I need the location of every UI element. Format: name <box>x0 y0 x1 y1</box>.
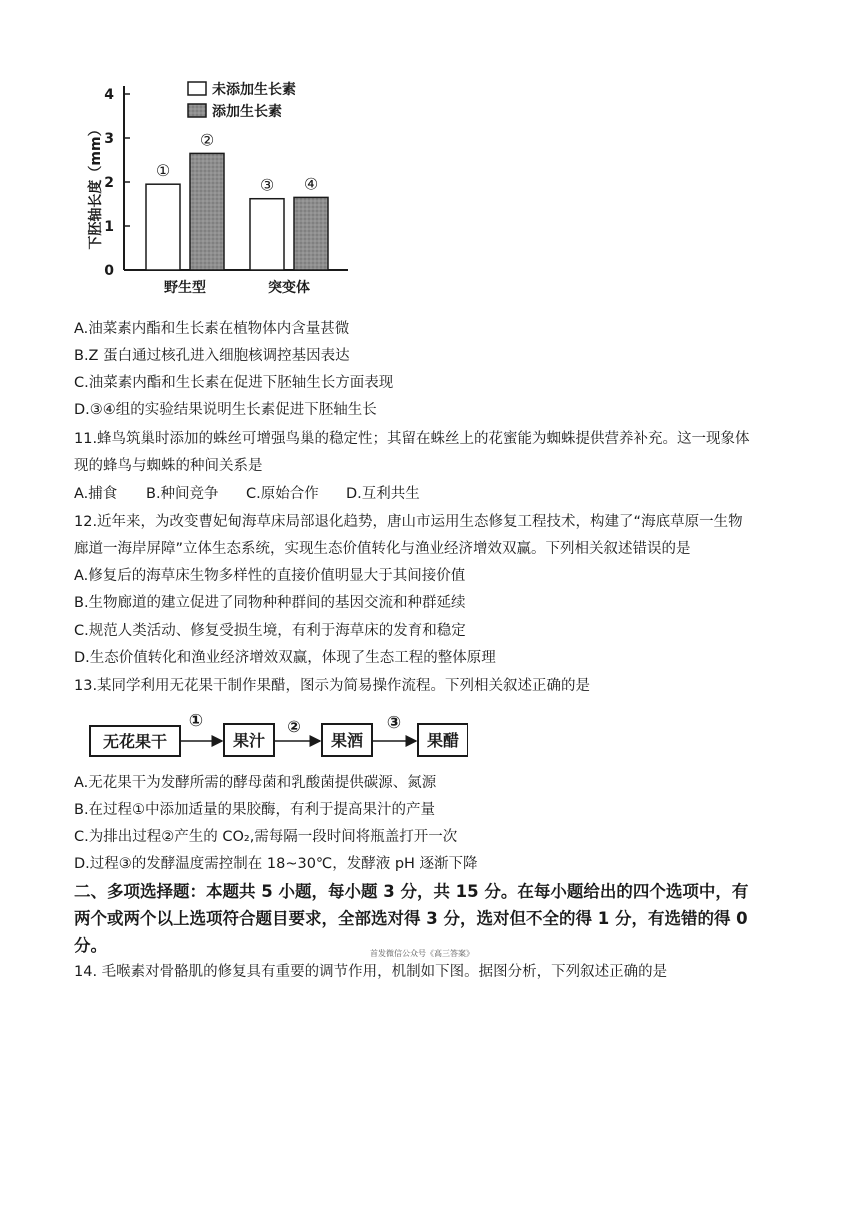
q12-option-b: B.生物廊道的建立促进了同物种种群间的基因交流和种群延续 <box>74 595 466 611</box>
q13-option-d: D.过程③的发酵温度需控制在 18~30℃，发酵液 pH 逐渐下降 <box>74 856 478 872</box>
bar-auxin-mutant <box>294 197 328 270</box>
x-category-label: 野生型 <box>164 280 206 296</box>
bar-marker: ② <box>199 130 215 150</box>
q11-option-c: C.原始合作 <box>246 486 319 502</box>
bar-no-auxin-mutant <box>250 199 284 270</box>
q11-stem-line1: 11.蜂鸟筑巢时添加的蛛丝可增强鸟巢的稳定性；其留在蛛丝上的花蜜能为蜘蛛提供营养补充。这一现象体 <box>74 431 750 447</box>
q12-option-d: D.生态价值转化和渔业经济增效双赢，体现了生态工程的整体原理 <box>74 650 496 666</box>
legend-label: 未添加生长素 <box>212 82 296 98</box>
section2-heading-line1: 二、多项选择题：本题共 5 小题，每小题 3 分，共 15 分。在每小题给出的四个选项中，有 <box>74 882 749 901</box>
x-category-label: 突变体 <box>268 280 310 296</box>
flow-step-2: ② <box>287 717 301 736</box>
y-tick-label: 3 <box>104 131 114 147</box>
flow-box-3-label: 果酒 <box>330 731 364 750</box>
q12-stem-line1: 12.近年来，为改变曹妃甸海草床局部退化趋势，唐山市运用生态修复工程技术，构建了“海底草原一生物 <box>74 514 743 530</box>
bar-no-auxin-wild-type <box>146 184 180 270</box>
q12-stem-line2: 廊道一海岸屏障”立体生态系统，实现生态价值转化与渔业经济增效双赢。下列相关叙述错误的是 <box>74 541 691 557</box>
q10-option-d: D.③④组的实验结果说明生长素促进下胚轴生长 <box>74 402 377 418</box>
bar-chart <box>80 66 360 306</box>
q11-option-a: A.捕食 <box>74 486 118 502</box>
q13-option-c: C.为排出过程②产生的 CO₂,需每隔一段时间将瓶盖打开一次 <box>74 829 458 845</box>
q10-option-a: A.油菜素内酯和生长素在植物体内含量甚微 <box>74 321 350 337</box>
legend-swatch <box>188 82 206 95</box>
watermark-note: 首发微信公众号《高三答案》 <box>370 949 474 958</box>
q11-options <box>74 484 420 504</box>
bar-auxin-wild-type <box>190 153 224 270</box>
bar-marker: ④ <box>303 174 319 194</box>
q11-option-b: B.种间竞争 <box>146 486 219 502</box>
q12-option-a: A.修复后的海草床生物多样性的直接价值明显大于其间接价值 <box>74 568 466 584</box>
y-tick-label: 1 <box>104 219 114 235</box>
section2-heading-line3: 分。 <box>74 936 107 955</box>
flow-step-1: ① <box>188 711 204 731</box>
q13-option-b: B.在过程①中添加适量的果胶酶，有利于提高果汁的产量 <box>74 802 436 818</box>
bar-marker: ③ <box>259 175 275 195</box>
legend-label: 添加生长素 <box>212 104 282 120</box>
q13-option-a: A.无花果干为发酵所需的酵母菌和乳酸菌提供碳源、氮源 <box>74 775 437 791</box>
y-tick-label: 4 <box>104 87 114 103</box>
flow-box-1-label: 无花果干 <box>102 732 168 751</box>
process-flow-diagram <box>88 710 468 770</box>
q11-stem-line2: 现的蜂鸟与蜘蛛的种间关系是 <box>74 458 263 474</box>
bar-marker: ① <box>155 161 171 181</box>
q11-option-d: D.互利共生 <box>346 486 420 502</box>
q14-stem: 14. 毛喉素对骨骼肌的修复具有重要的调节作用，机制如下图。据图分析，下列叙述正确的是 <box>74 964 668 980</box>
q10-option-b: B.Z 蛋白通过核孔进入细胞核调控基因表达 <box>74 348 350 364</box>
q13-stem: 13.某同学利用无花果干制作果醋，图示为简易操作流程。下列相关叙述正确的是 <box>74 678 591 694</box>
y-tick-label: 2 <box>104 175 114 191</box>
q10-option-c: C.油菜素内酯和生长素在促进下胚轴生长方面表现 <box>74 375 394 391</box>
section2-heading-line2: 两个或两个以上选项符合题目要求，全部选对得 3 分，选对但不全的得 1 分，有选错的得 0 <box>74 909 748 928</box>
y-axis-label: 下胚轴长度（mm） <box>88 122 104 250</box>
flow-step-3: ③ <box>386 713 402 733</box>
q12-option-c: C.规范人类活动、修复受损生境，有利于海草床的发育和稳定 <box>74 623 466 639</box>
flow-box-4-label: 果醋 <box>426 731 460 750</box>
y-tick-label: 0 <box>104 263 114 279</box>
flow-box-2-label: 果汁 <box>232 731 266 750</box>
legend-swatch <box>188 104 206 117</box>
